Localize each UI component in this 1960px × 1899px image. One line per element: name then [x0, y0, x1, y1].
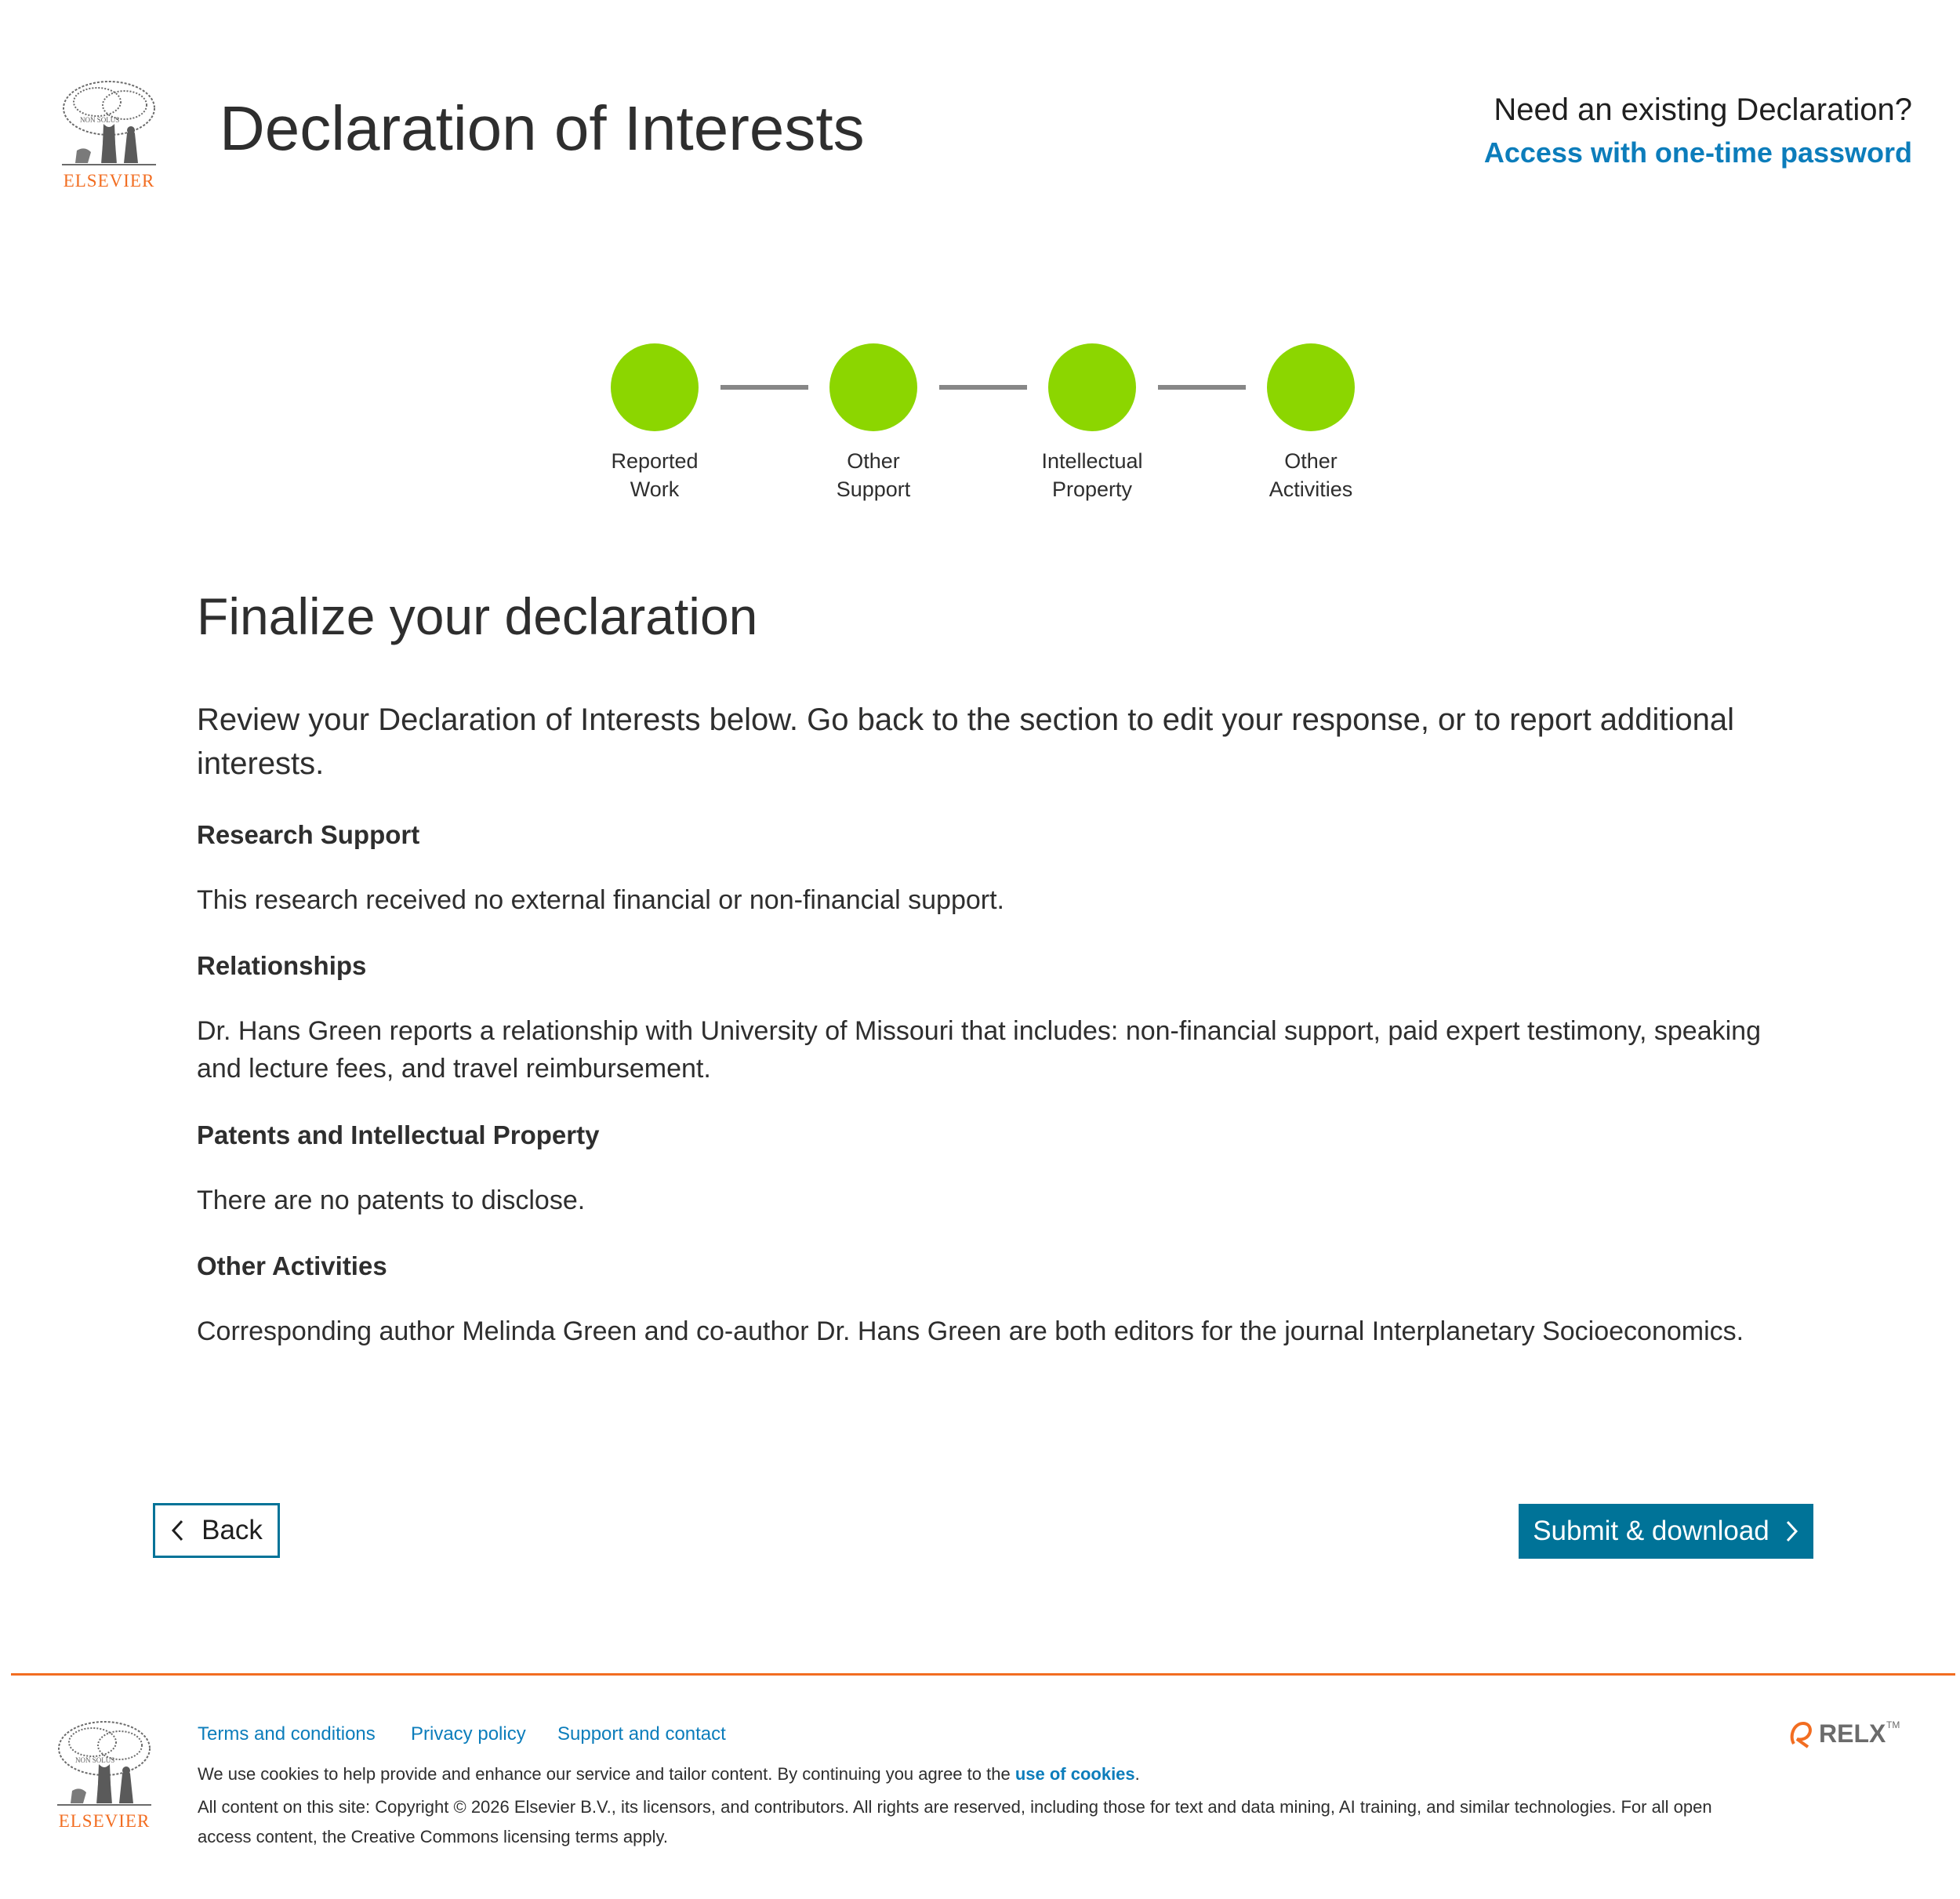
step-label-reported-work: Reported Work: [611, 449, 699, 501]
step-label-other-activities: Other Activities: [1269, 449, 1353, 501]
section-body-other-activities: Corresponding author Melinda Green and co-author Dr. Hans Green are both editors for the journal Interplanetary Socioeconomics.: [197, 1316, 1744, 1346]
step-connector: [720, 385, 808, 390]
svg-text:TM: TM: [1886, 1719, 1900, 1730]
step-connector: [1158, 385, 1246, 390]
submit-download-button[interactable]: [1519, 1504, 1813, 1559]
section-title-other-activities: Other Activities: [197, 1251, 387, 1280]
section-title-relationships: Relationships: [197, 951, 367, 980]
step-other-activities-indicator: [1267, 343, 1355, 431]
privacy-link[interactable]: Privacy policy: [411, 1723, 526, 1745]
section-title-patents: Patents and Intellectual Property: [197, 1120, 600, 1149]
page-title: Declaration of Interests: [220, 93, 865, 163]
section-body-patents: There are no patents to disclose.: [197, 1186, 586, 1215]
step-intellectual-property-indicator: [1048, 343, 1136, 431]
back-button-label: Back: [201, 1515, 263, 1545]
cookie-notice: We use cookies to help provide and enhance our service and tailor content. By continuing you agree to the use of cookies.: [198, 1764, 1140, 1784]
section-body-relationships: Dr. Hans Green reports a relationship with University of Missouri that includes: non-financial support, paid expert testimony, speaking and lecture fees, and travel reimbursement.: [197, 1016, 1761, 1084]
chevron-left-icon: [170, 1519, 184, 1542]
footer-elsevier-wordmark: ELSEVIER: [58, 1811, 151, 1831]
svg-text:RELX: RELX: [1819, 1719, 1886, 1748]
step-other-support-indicator: [829, 343, 917, 431]
existing-declaration-prompt: Need an existing Declaration?: [1494, 93, 1912, 127]
step-reported-work-indicator: [611, 343, 699, 431]
elsevier-wordmark: ELSEVIER: [63, 171, 155, 191]
svg-text:NON SOLUS: NON SOLUS: [80, 116, 120, 124]
footer-divider: [11, 1673, 1955, 1676]
step-label-other-support: Other Support: [836, 449, 911, 501]
chevron-right-icon: [1785, 1520, 1799, 1543]
step-label-intellectual-property: Intellectual Property: [1041, 449, 1143, 501]
step-connector: [939, 385, 1027, 390]
copyright-notice: All content on this site: Copyright © 2026 Elsevier B.V., its licensors, and contributors. All rights are reserved, including those for text and data mining, AI training, and similar technologies. For all open access content, the Creative Commons licensing terms apply.: [198, 1797, 1712, 1846]
support-link[interactable]: Support and contact: [557, 1723, 726, 1745]
relx-logo-icon: [1788, 1716, 1913, 1750]
footer-elsevier-tree-logo-icon: [53, 1719, 155, 1809]
finalize-heading: Finalize your declaration: [197, 587, 758, 645]
review-instructions: Review your Declaration of Interests below. Go back to the section to edit your response, or to report additional interests.: [197, 703, 1735, 781]
submit-button-label: Submit & download: [1533, 1516, 1769, 1546]
svg-text:NON SOLUS: NON SOLUS: [75, 1756, 115, 1764]
terms-link[interactable]: Terms and conditions: [198, 1723, 376, 1745]
back-button[interactable]: [153, 1503, 280, 1558]
section-title-research-support: Research Support: [197, 820, 420, 849]
section-body-research-support: This research received no external financial or non-financial support.: [197, 885, 1004, 915]
cookies-link[interactable]: use of cookies: [1014, 1764, 1135, 1784]
one-time-password-link[interactable]: Access with one-time password: [1483, 136, 1912, 169]
elsevier-tree-logo-icon: [58, 78, 160, 169]
